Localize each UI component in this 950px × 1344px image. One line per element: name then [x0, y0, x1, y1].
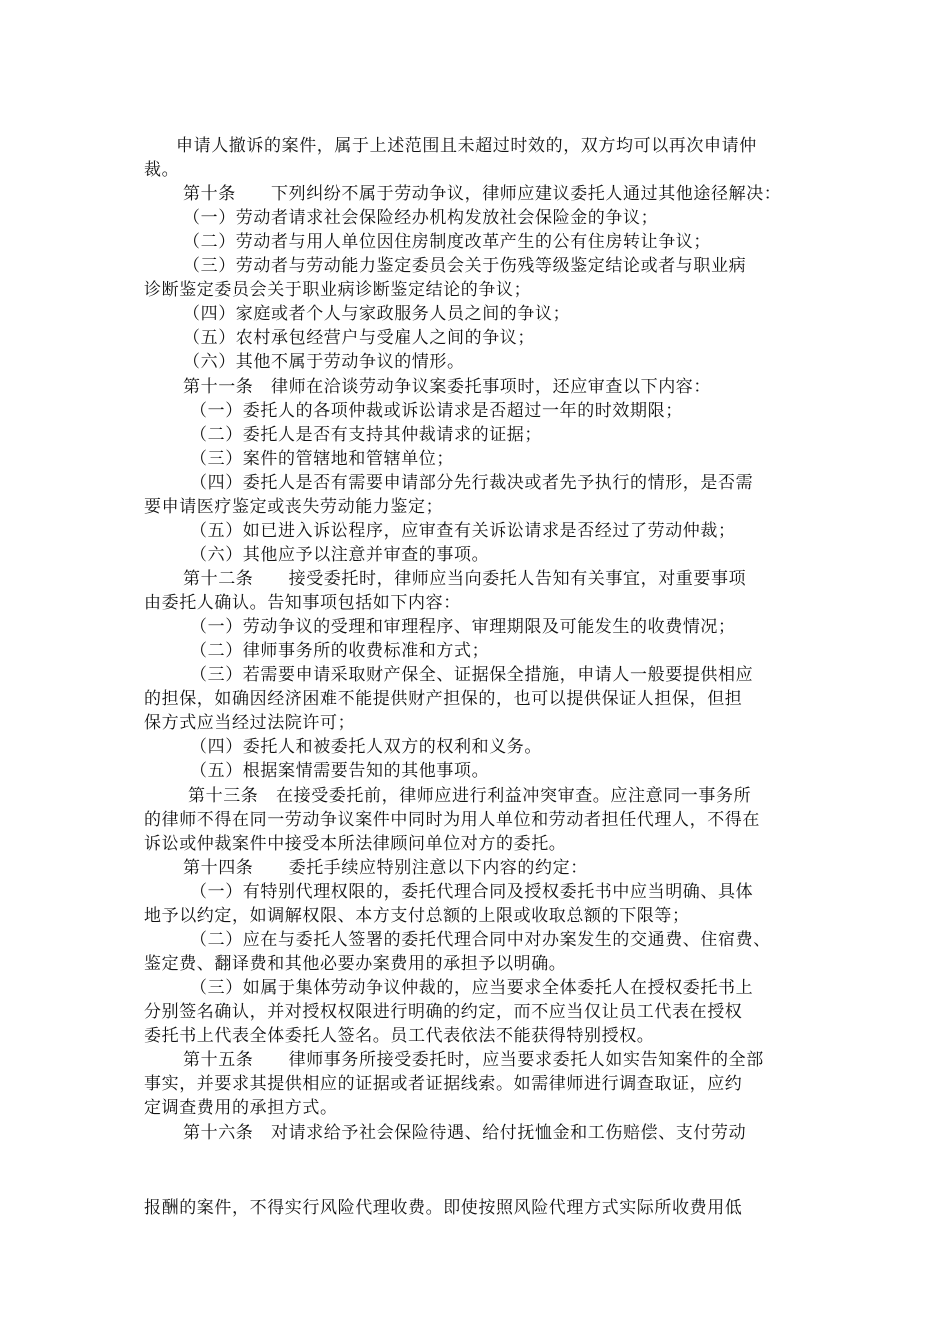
list-item: （四）委托人和被委托人双方的权利和义务。 — [190, 737, 542, 757]
article-13-heading: 第十三条 在接受委托前，律师应进行利益冲突审查。应注意同一事务所 — [188, 786, 752, 806]
list-item: （一）劳动争议的受理和审理程序、审理期限及可能发生的收费情况； — [190, 617, 736, 637]
list-item: （三）案件的管辖地和管辖单位； — [190, 449, 454, 469]
article-14-heading: 第十四条 委托手续应特别注意以下内容的约定： — [183, 858, 588, 878]
paragraph-line: 分别签名确认，并对授权权限进行明确的约定，而不应当仅让员工代表在授权 — [144, 1002, 743, 1022]
article-16-heading: 第十六条 对请求给予社会保险待遇、给付抚恤金和工伤赔偿、支付劳动 — [183, 1123, 747, 1143]
list-item: （五）农村承包经营户与受雇人之间的争议； — [183, 328, 535, 348]
paragraph-line: 报酬的案件，不得实行风险代理收费。即使按照风险代理方式实际所收费用低 — [144, 1198, 743, 1218]
paragraph-line: 的担保，如确因经济困难不能提供财产担保的，也可以提供保证人担保，但担 — [144, 689, 743, 709]
article-11-heading: 第十一条 律师在洽谈劳动争议案委托事项时，还应审查以下内容： — [183, 377, 711, 397]
paragraph-line: 事实，并要求其提供相应的证据或者证据线索。如需律师进行调查取证，应约 — [144, 1074, 743, 1094]
list-item: （五）如已进入诉讼程序，应审查有关诉讼请求是否经过了劳动仲裁； — [190, 521, 736, 541]
paragraph-line: 定调查费用的承担方式。 — [144, 1098, 338, 1118]
paragraph-line: 要申请医疗鉴定或丧失劳动能力鉴定； — [144, 497, 444, 517]
paragraph-line: 保方式应当经过法院许可； — [144, 713, 356, 733]
list-item: （三）劳动者与劳动能力鉴定委员会关于伤残等级鉴定结论或者与职业病 — [183, 256, 747, 276]
list-item: （二）劳动者与用人单位因住房制度改革产生的公有住房转让争议； — [183, 232, 711, 252]
list-item: （一）委托人的各项仲裁或诉讼请求是否超过一年的时效期限； — [190, 401, 683, 421]
article-12-heading: 第十二条 接受委托时，律师应当向委托人告知有关事宜，对重要事项 — [183, 569, 747, 589]
paragraph-line: 诊断鉴定委员会关于职业病诊断鉴定结论的争议； — [144, 280, 532, 300]
article-10-heading: 第十条 下列纠纷不属于劳动争议，律师应建议委托人通过其他途径解决： — [183, 184, 782, 204]
list-item: （三）如属于集体劳动争议仲裁的，应当要求全体委托人在授权委托书上 — [190, 978, 754, 998]
list-item: （二）应在与委托人签署的委托代理合同中对办案发生的交通费、住宿费、 — [190, 930, 771, 950]
paragraph-line: 鉴定费、翻译费和其他必要办案费用的承担予以明确。 — [144, 954, 567, 974]
paragraph-line: 诉讼或仲裁案件中接受本所法律顾问单位对方的委托。 — [144, 834, 567, 854]
paragraph-line: 由委托人确认。告知事项包括如下内容： — [144, 593, 461, 613]
list-item: （六）其他应予以注意并审查的事项。 — [190, 545, 490, 565]
list-item: （六）其他不属于劳动争议的情形。 — [183, 352, 465, 372]
paragraph-line: 裁。 — [144, 160, 180, 180]
list-item: （四）家庭或者个人与家政服务人员之间的争议； — [183, 304, 571, 324]
paragraph-line: 申请人撤诉的案件，属于上述范围且未超过时效的，双方均可以再次申请仲 — [176, 136, 757, 156]
list-item: （二）律师事务所的收费标准和方式； — [190, 641, 490, 661]
article-15-heading: 第十五条 律师事务所接受委托时，应当要求委托人如实告知案件的全部 — [183, 1050, 764, 1070]
paragraph-line: 委托书上代表全体委托人签名。员工代表依法不能获得特别授权。 — [144, 1026, 655, 1046]
list-item: （五）根据案情需要告知的其他事项。 — [190, 761, 490, 781]
list-item: （三）若需要申请采取财产保全、证据保全措施，申请人一般要提供相应 — [190, 665, 754, 685]
paragraph-line: 地予以约定，如调解权限、本方支付总额的上限或收取总额的下限等； — [144, 906, 690, 926]
list-item: （四）委托人是否有需要申请部分先行裁决或者先予执行的情形，是否需 — [190, 473, 754, 493]
list-item: （二）委托人是否有支持其仲裁请求的证据； — [190, 425, 542, 445]
list-item: （一）劳动者请求社会保险经办机构发放社会保险金的争议； — [183, 208, 659, 228]
list-item: （一）有特别代理权限的，委托代理合同及授权委托书中应当明确、具体 — [190, 882, 754, 902]
paragraph-line: 的律师不得在同一劳动争议案件中同时为用人单位和劳动者担任代理人，不得在 — [144, 810, 760, 830]
